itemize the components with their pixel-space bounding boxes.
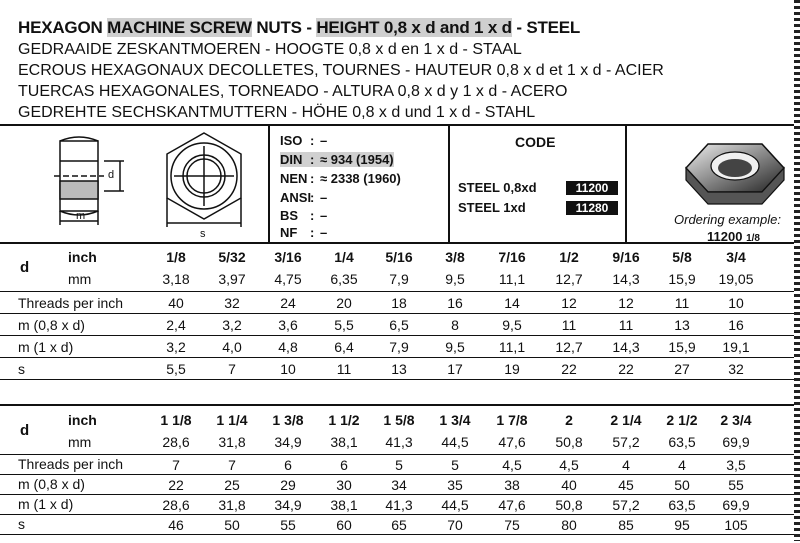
m08-value: 35 [447, 477, 463, 493]
s-value: 22 [618, 361, 634, 377]
label-threads: Threads per inch [18, 295, 124, 311]
standard-colon: : [310, 133, 315, 148]
m1-value: 4,0 [222, 339, 242, 355]
ordering-example-label: Ordering example: [674, 212, 781, 227]
code-box-08xd: 11200 [566, 181, 618, 195]
nut-drawing [4, 125, 264, 241]
inch-value: 1 5/8 [383, 412, 415, 428]
threads-value: 6 [340, 457, 348, 473]
mm-value: 38,1 [330, 434, 358, 450]
inch-value: 1 3/4 [439, 412, 471, 428]
inch-value: 1/8 [166, 249, 186, 265]
inch-value: 5/8 [672, 249, 692, 265]
label-mm: mm [68, 271, 92, 287]
s-value: 80 [561, 517, 577, 533]
m1-value: 31,8 [218, 497, 246, 513]
m08-value: 16 [728, 317, 744, 333]
mm-cells [0, 432, 800, 452]
standard-key: NEN [280, 171, 308, 186]
threads-value: 10 [728, 295, 744, 311]
m08-value: 5,5 [334, 317, 354, 333]
scan-edge [794, 0, 800, 541]
title-spanish: TUERCAS HEXAGONALES, TORNEADO - ALTURA 0,8 x d y 1 x d - ACERO [18, 83, 568, 100]
table-row-threads [0, 293, 800, 314]
mm-value: 9,5 [445, 271, 465, 287]
label-m08: m (0,8 x d) [18, 476, 85, 492]
m08-value: 25 [224, 477, 240, 493]
ordering-example-code [707, 229, 760, 244]
mm-value: 50,8 [555, 434, 583, 450]
title-part: - STEEL [511, 18, 581, 37]
mm-value: 3,97 [218, 271, 246, 287]
m1-value: 3,2 [166, 339, 186, 355]
m1-value: 4,8 [278, 339, 298, 355]
s-value: 17 [447, 361, 463, 377]
mm-value: 12,7 [555, 271, 583, 287]
standard-value: ≈ 934 (1954) [320, 152, 394, 167]
label-threads: Threads per inch [18, 456, 124, 472]
mm-value: 47,6 [498, 434, 526, 450]
m08-value: 30 [336, 477, 352, 493]
m1-value: 41,3 [385, 497, 413, 513]
title-highlight: MACHINE SCREW [107, 18, 252, 37]
m08-value: 11 [561, 317, 577, 333]
title-german: GEDREHTE SECHSKANTMUTTERN - HÖHE 0,8 x d und 1 x d - STAHL [18, 104, 536, 121]
s-value: 11 [336, 361, 352, 377]
mm-value: 63,5 [668, 434, 696, 450]
standard-value: ≈ 2338 (1960) [320, 171, 401, 186]
s-value: 70 [447, 517, 463, 533]
m08-value: 45 [618, 477, 634, 493]
size-table-2 [0, 404, 800, 543]
s-value: 13 [391, 361, 407, 377]
m08-value: 11 [618, 317, 634, 333]
standard-value: – [320, 190, 328, 205]
threads-value: 18 [391, 295, 407, 311]
s-value: 27 [674, 361, 690, 377]
mm-value: 69,9 [722, 434, 750, 450]
s-value: 10 [280, 361, 296, 377]
m1-value: 9,5 [445, 339, 465, 355]
label-s: s [200, 228, 206, 240]
label-inch: inch [68, 249, 97, 265]
m1-value: 47,6 [498, 497, 526, 513]
m1-value: 14,3 [612, 339, 640, 355]
m1-value: 34,9 [274, 497, 302, 513]
title-part: NUTS - [251, 18, 317, 37]
m08-value: 13 [674, 317, 690, 333]
mm-value: 31,8 [218, 434, 246, 450]
standard-value: – [320, 133, 328, 148]
inch-value: 5/16 [385, 249, 413, 265]
m1-value: 69,9 [722, 497, 750, 513]
s-value: 19 [504, 361, 520, 377]
m1-value: 28,6 [162, 497, 190, 513]
divider [448, 124, 450, 242]
standard-key: ISO [280, 133, 303, 148]
s-value: 95 [674, 517, 690, 533]
title-dutch: GEDRAAIDE ZESKANTMOEREN - HOOGTE 0,8 x d en 1 x d - STAAL [18, 41, 522, 58]
standard-colon: : [310, 171, 315, 186]
table-row-s [0, 515, 800, 535]
label-s: s [18, 361, 25, 377]
label-d: d [20, 259, 30, 276]
header-block [0, 124, 800, 244]
inch-value: 2 1/4 [610, 412, 642, 428]
standard-colon: : [310, 190, 315, 205]
m1-value: 38,1 [330, 497, 358, 513]
inch-value: 1 7/8 [496, 412, 528, 428]
standard-nf [280, 225, 327, 240]
mm-value: 14,3 [612, 271, 640, 287]
threads-value: 20 [336, 295, 352, 311]
s-value: 50 [224, 517, 240, 533]
m08-value: 6,5 [389, 317, 409, 333]
inch-cells [0, 247, 800, 267]
threads-value: 4,5 [559, 457, 579, 473]
standard-din [280, 152, 394, 167]
m1-value: 6,4 [334, 339, 354, 355]
label-m: m [76, 210, 86, 222]
threads-value: 32 [224, 295, 240, 311]
m08-value: 9,5 [502, 317, 522, 333]
table-row-d [0, 243, 800, 292]
m08-value: 3,2 [222, 317, 242, 333]
mm-value: 15,9 [668, 271, 696, 287]
m08-value: 34 [391, 477, 407, 493]
m08-value: 38 [504, 477, 520, 493]
standard-key: BS [280, 208, 299, 223]
label-mm: mm [68, 434, 92, 450]
m08-value: 50 [674, 477, 690, 493]
threads-value: 4 [678, 457, 686, 473]
m08-value: 2,4 [166, 317, 186, 333]
m1-value: 7,9 [389, 339, 409, 355]
ordering-size: 1/8 [746, 233, 760, 244]
m08-value: 22 [168, 477, 184, 493]
m08-value: 8 [451, 317, 459, 333]
mm-value: 44,5 [441, 434, 469, 450]
mm-value: 41,3 [385, 434, 413, 450]
inch-value: 2 1/2 [666, 412, 698, 428]
inch-value: 1/4 [334, 249, 354, 265]
threads-value: 14 [504, 295, 520, 311]
title-part: HEXAGON [18, 18, 108, 37]
table-row-s [0, 359, 800, 380]
standard-key: NF [280, 225, 298, 240]
standard-colon: : [310, 152, 320, 167]
m1-value: 57,2 [612, 497, 640, 513]
standard-colon: : [310, 225, 315, 240]
inch-value: 3/8 [445, 249, 465, 265]
label-inch: inch [68, 412, 97, 428]
inch-value: 5/32 [218, 249, 246, 265]
threads-value: 7 [172, 457, 180, 473]
mm-value: 11,1 [498, 271, 526, 287]
inch-value: 3/4 [726, 249, 746, 265]
m08-value: 29 [280, 477, 296, 493]
code-box-1xd: 11280 [566, 201, 618, 215]
size-table-1 [0, 243, 800, 391]
threads-value: 6 [284, 457, 292, 473]
threads-value: 40 [168, 295, 184, 311]
m1-value: 15,9 [668, 339, 696, 355]
divider [625, 124, 627, 242]
s-value: 22 [561, 361, 577, 377]
s-value: 60 [336, 517, 352, 533]
inch-cells [0, 410, 800, 430]
table-row-threads [0, 455, 800, 475]
inch-value: 1 1/4 [216, 412, 248, 428]
mm-value: 19,05 [718, 271, 754, 287]
nut-photo [680, 132, 790, 212]
inch-value: 9/16 [612, 249, 640, 265]
s-value: 65 [391, 517, 407, 533]
m08-value: 3,6 [278, 317, 298, 333]
s-value: 85 [618, 517, 634, 533]
mm-value: 34,9 [274, 434, 302, 450]
standard-key: ANSI [280, 190, 312, 205]
label-m1: m (1 x d) [18, 339, 74, 355]
code-title: CODE [515, 134, 556, 150]
divider [268, 124, 270, 242]
standard-bs [280, 208, 327, 223]
threads-value: 12 [561, 295, 577, 311]
inch-value: 1 1/2 [328, 412, 360, 428]
mm-cells [0, 269, 800, 289]
s-value: 7 [228, 361, 236, 377]
inch-value: 3/16 [274, 249, 302, 265]
title-highlight: HEIGHT 0,8 x d and 1 x d [316, 18, 512, 37]
standard-iso [280, 133, 327, 148]
standard-value: – [320, 225, 328, 240]
ordering-code: 11200 [707, 229, 743, 244]
s-value: 75 [504, 517, 520, 533]
m08-value: 55 [728, 477, 744, 493]
standard-key: DIN [280, 152, 310, 167]
inch-value: 1 3/8 [272, 412, 304, 428]
standard-colon: : [310, 208, 315, 223]
m1-value: 44,5 [441, 497, 469, 513]
title-english [18, 18, 580, 37]
s-value: 55 [280, 517, 296, 533]
threads-value: 5 [395, 457, 403, 473]
m1-value: 50,8 [555, 497, 583, 513]
s-value: 46 [168, 517, 184, 533]
code-line-08xd: STEEL 0,8xd [458, 180, 537, 195]
mm-value: 6,35 [330, 271, 358, 287]
inch-value: 2 [565, 412, 573, 428]
label-m08: m (0,8 x d) [18, 317, 85, 333]
threads-value: 16 [447, 295, 463, 311]
code-line-1xd: STEEL 1xd [458, 200, 526, 215]
mm-value: 57,2 [612, 434, 640, 450]
label-d: d [20, 422, 30, 439]
inch-value: 2 3/4 [720, 412, 752, 428]
mm-value: 28,6 [162, 434, 190, 450]
mm-value: 4,75 [274, 271, 302, 287]
inch-value: 1 1/8 [160, 412, 192, 428]
threads-value: 3,5 [726, 457, 746, 473]
threads-value: 12 [618, 295, 634, 311]
table-row-m1 [0, 337, 800, 358]
standard-nen [280, 171, 401, 186]
threads-value: 7 [228, 457, 236, 473]
m08-value: 40 [561, 477, 577, 493]
threads-value: 24 [280, 295, 296, 311]
title-french: ECROUS HEXAGONAUX DECOLLETES, TOURNES - HAUTEUR 0,8 x d et 1 x d - ACIER [18, 62, 664, 79]
m1-value: 63,5 [668, 497, 696, 513]
standard-value: – [320, 208, 328, 223]
label-d: d [108, 169, 115, 181]
m1-value: 12,7 [555, 339, 583, 355]
threads-value: 5 [451, 457, 459, 473]
s-value: 5,5 [166, 361, 186, 377]
mm-value: 7,9 [389, 271, 409, 287]
table-row-d [0, 406, 800, 455]
s-value: 32 [728, 361, 744, 377]
threads-value: 4 [622, 457, 630, 473]
title-block [0, 0, 800, 126]
table-row-m1 [0, 495, 800, 515]
table-row-m08 [0, 475, 800, 495]
table-row-m08 [0, 315, 800, 336]
inch-value: 7/16 [498, 249, 526, 265]
mm-value: 3,18 [162, 271, 190, 287]
m1-value: 19,1 [722, 339, 750, 355]
inch-value: 1/2 [559, 249, 579, 265]
threads-value: 11 [674, 295, 690, 311]
m1-value: 11,1 [498, 339, 526, 355]
threads-value: 4,5 [502, 457, 522, 473]
standard-ansi [280, 190, 327, 205]
label-m1: m (1 x d) [18, 496, 74, 512]
s-value: 105 [724, 517, 748, 533]
label-s: s [18, 516, 25, 532]
